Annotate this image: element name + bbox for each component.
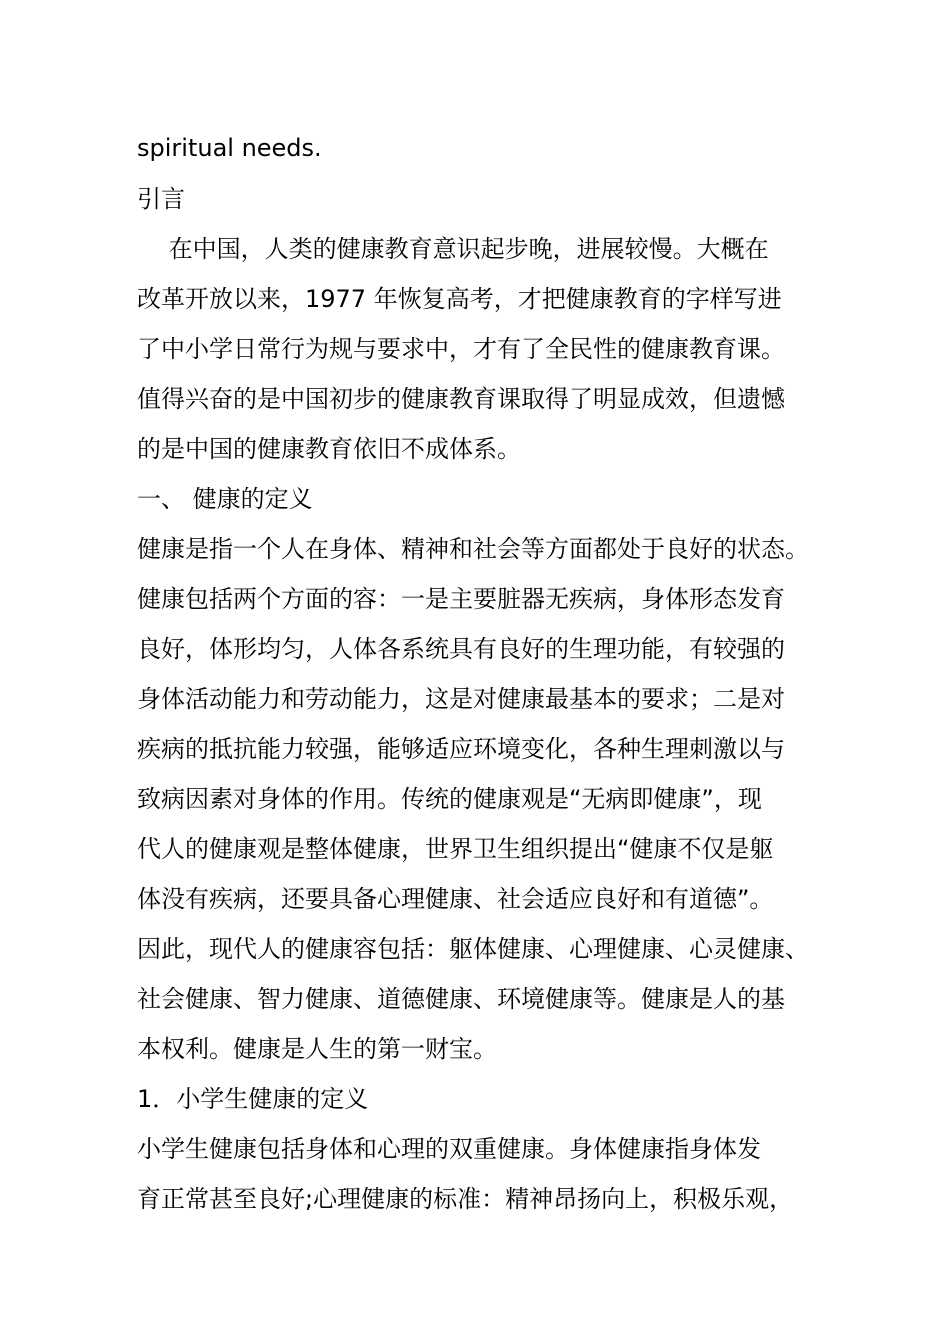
paragraph-line: 了中小学日常行为规与要求中，才有了全民性的健康教育课。 xyxy=(137,335,785,363)
text-line-spiritual-needs: spiritual needs. xyxy=(137,134,322,162)
paragraph-line: 育正常甚至良好;心理健康的标准：精神昂扬向上，积极乐观， xyxy=(137,1185,794,1213)
paragraph-line: 在中国，人类的健康教育意识起步晚，进展较慢。大概在 xyxy=(137,235,769,263)
section-heading-health-definition: 一、 健康的定义 xyxy=(137,485,313,513)
paragraph-line: 体没有疾病，还要具备心理健康、社会适应良好和有道德”。 xyxy=(137,885,774,913)
paragraph-line: 致病因素对身体的作用。传统的健康观是“无病即健康”，现 xyxy=(137,785,762,813)
paragraph-line: 本权利。健康是人生的第一财宝。 xyxy=(137,1035,497,1063)
paragraph-line: 良好，体形均匀，人体各系统具有良好的生理功能，有较强的 xyxy=(137,635,785,663)
paragraph-line: 值得兴奋的是中国初步的健康教育课取得了明显成效，但遗憾 xyxy=(137,385,785,413)
paragraph-line: 身体活动能力和劳动能力，这是对健康最基本的要求；二是对 xyxy=(137,685,785,713)
paragraph-line: 健康是指一个人在身体、精神和社会等方面都处于良好的状态。 xyxy=(137,535,809,563)
section-heading-introduction: 引言 xyxy=(137,185,185,213)
paragraph-line: 小学生健康包括身体和心理的双重健康。身体健康指身体发 xyxy=(137,1135,761,1163)
paragraph-line: 社会健康、智力健康、道德健康、环境健康等。健康是人的基 xyxy=(137,985,785,1013)
paragraph-line: 因此，现代人的健康容包括：躯体健康、心理健康、心灵健康、 xyxy=(137,935,809,963)
paragraph-line: 健康包括两个方面的容：一是主要脏器无疾病，身体形态发育 xyxy=(137,585,785,613)
subsection-heading-student-health: 1．小学生健康的定义 xyxy=(137,1085,369,1113)
paragraph-line: 改革开放以来，1977 年恢复高考，才把健康教育的字样写进 xyxy=(137,285,782,313)
paragraph-line: 的是中国的健康教育依旧不成体系。 xyxy=(137,435,521,463)
paragraph-line: 疾病的抵抗能力较强，能够适应环境变化，各种生理刺激以与 xyxy=(137,735,785,763)
paragraph-line: 代人的健康观是整体健康，世界卫生组织提出“健康不仅是躯 xyxy=(137,835,774,863)
